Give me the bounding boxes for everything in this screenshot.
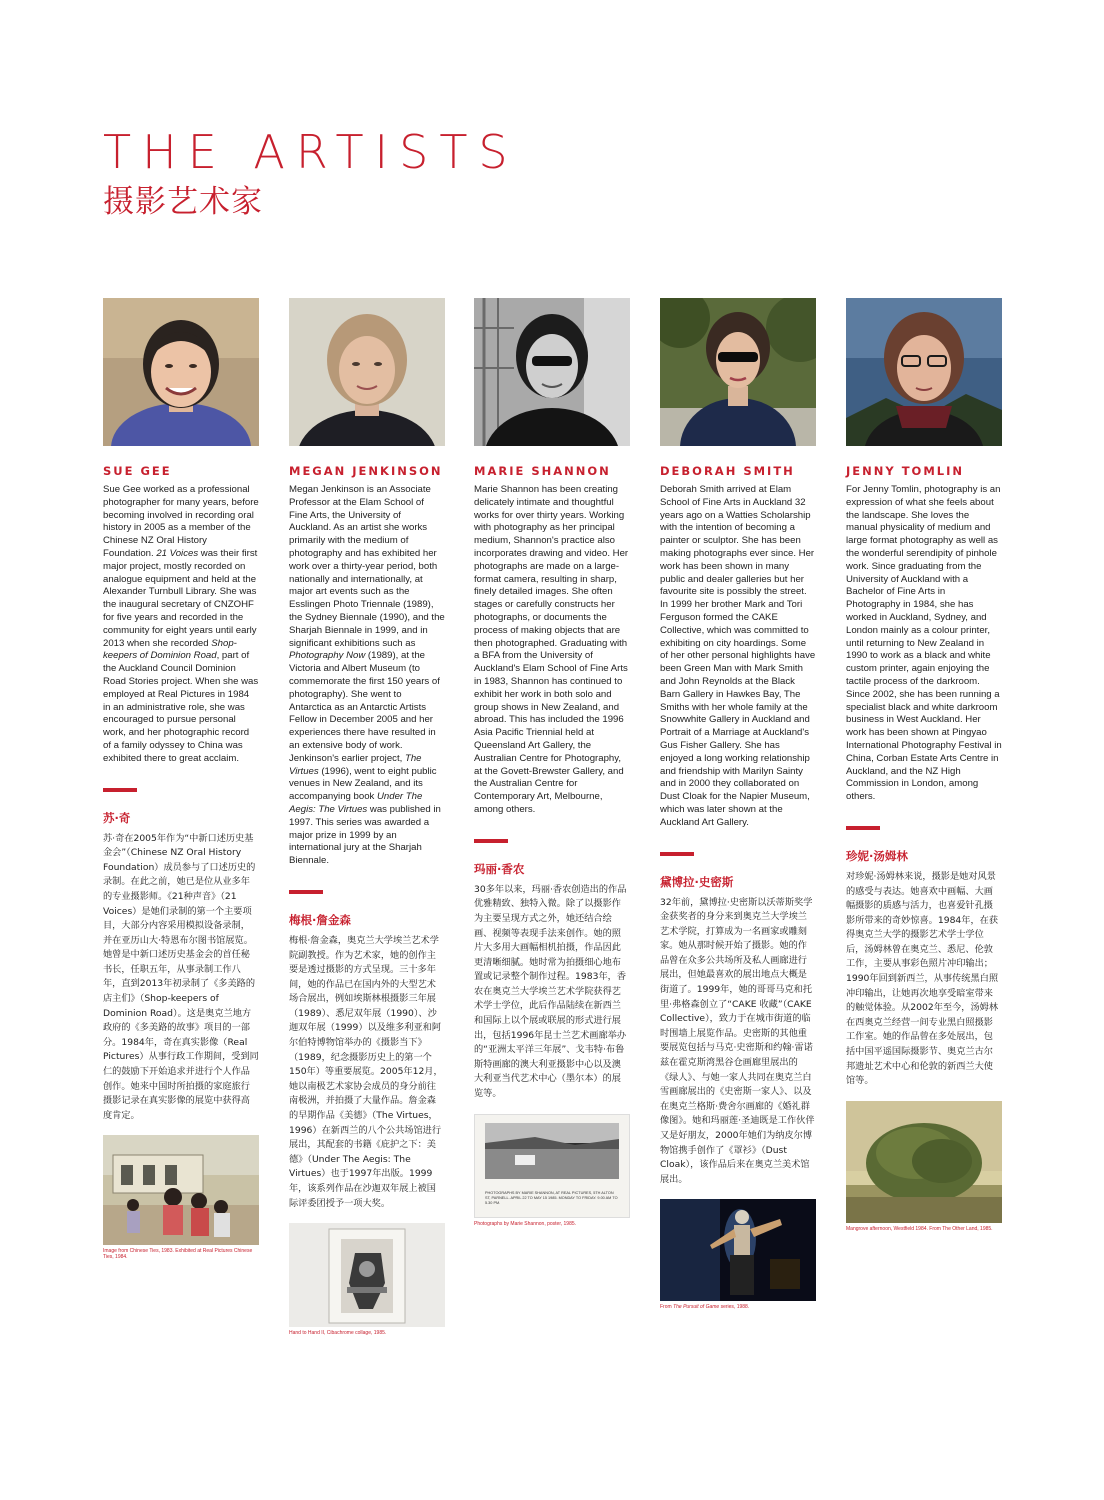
artwork-image: [660, 1199, 816, 1301]
artist-column-jenny-tomlin: [846, 298, 1002, 1232]
portrait-photo: [103, 298, 259, 446]
artist-column-deborah-smith: [660, 298, 816, 1310]
artwork-image: [289, 1223, 445, 1327]
artist-column-megan-jenkinson: [289, 298, 445, 1336]
artist-bio: Sue Gee worked as a professional photographer for many years, before becoming involved in recording oral history in 2005 as a member of the Chinese NZ Oral History Foundation. 21 Voices was their first major project, mostly recorded on analogue equipment and held at the Alexander Turnbull Library. She was the inaugural secretary of CNZOHF for five years and recorded in the community for eight years until early 2013 when she recorded Shop-keepers of Dominion Road, part of the Auckland Council Dominion Road Stories project. When she was employed at Real Pictures in 1984 in an administrative role, she was encouraged to pursue personal work, and her photographic record of a family odyssey to China was exhibited there to great acclaim.: [103, 484, 259, 764]
red-divider: [289, 890, 323, 894]
portrait-photo: [660, 298, 816, 446]
artist-bio-chinese: 苏·奇在2005年作为“中新口述历史基金会”（Chinese NZ Oral History Foundation）成员参与了口述历史的录制。在此之前，她已是位从业多年的专业摄影师。《21种声音》（21 Voices）是她们录制的第一个主要项目，大部分内容采用模拟设备录制，并在亚历山大·特恩布尔图书馆展览。她曾是中新口述历史基金会的首任秘书长，任职五年，从事录制工作八年，直到2013年初录制了《多美路的店主们》（Shop-keepers of Dominion Road）。这是奥克兰地方政府的《多美路的故事》项目的一部分。1984年，奇在真实影像（Real Pictures）从事行政工作期间，受到同仁的鼓励下开始追求并进行个人作品创作。她来中国时所拍摄的家庭旅行摄影记录在真实影像的展览中获得高度肯定。: [103, 832, 259, 1121]
artist-name: DEBORAH SMITH: [660, 464, 795, 478]
artist-name-chinese: 珍妮·汤姆林: [846, 848, 908, 863]
portrait-photo: [474, 298, 630, 446]
artwork-image: [103, 1135, 259, 1245]
artwork-caption: Mangrove afternoon, Westfield 1984. From The Other Land, 1985.: [846, 1225, 993, 1232]
artist-name: SUE GEE: [103, 464, 172, 478]
artist-column-marie-shannon: [474, 298, 630, 1227]
artist-name-chinese: 黛博拉·史密斯: [660, 874, 734, 889]
artist-bio-chinese: 梅根·詹金森，奥克兰大学埃兰艺术学院副教授。作为艺术家，她的创作主要是透过摄影的方式呈现。三十多年间，她的作品已在国内外的大型艺术场合展出，例如埃斯林根摄影三年展（1989）、悉尼双年展（1990）、沙迦双年展（1999）以及维多利亚和阿尔伯特博物馆举办的《摄影当下》（1989，纪念摄影历史上的第一个150年）等重要展览。2005年12月，她以南极艺术家协会成员的身分前往南极洲，并拍摄了大量作品。詹金森的早期作品《美德》（The Virtues，1996）在新西兰的八个公共场馆进行展出，其配套的书籍《庇护之下：美德》（Under The Aegis: The Virtues）也于1997年出版。1999年，该系列作品在沙迦双年展上被国际评委团授予一项大奖。: [289, 934, 443, 1209]
red-divider: [660, 852, 694, 856]
artwork-caption: From The Pursuit of Game series, 1988.: [660, 1304, 750, 1311]
red-divider: [103, 788, 137, 792]
artist-bio: Megan Jenkinson is an Associate Professor at the Elam School of Fine Arts, the University of Auckland. As an artist she works primarily with the medium of photography and has exhibited her work over a thirty-year period, both nationally and internationally, at major art events such as the Esslingen Photo Triennale (1989), the Sydney Biennale (1990), and the Sharjah Biennale in 1999, and in significant exhibitions such as Photography Now (1989), at the Victoria and Albert Museum (to commemorate the first 150 years of photography). She went to Antarctica as an Antarctic Artists Fellow in December 2005 and her experiences there have resulted in an extensive body of work. Jenkinson's earlier project, The Virtues (1996), went to eight public venues in New Zealand, and its accompanying book Under The Aegis: The Virtues was published in 1997. This series was awarded a major prize in 1999 by an international jury at the Sharjah Biennale.: [289, 484, 445, 867]
artist-name: MEGAN JENKINSON: [289, 464, 443, 478]
artist-bio: Marie Shannon has been creating delicately intimate and thoughtful works for over thirty years. Working with photography as her principal medium, Shannon's practice also incorporates drawing and video. Her photographs are made on a large-format camera, resulting in sharp, finely detailed images. She often stages or carefully constructs her photographs, or documents the process of making objects that are then photographed. Graduating with a BFA from the University of Auckland's Elam School of Fine Arts in 1983, Shannon has continued to exhibit her work in both solo and group shows in New Zealand, and abroad. This has included the 1996 Asia Pacific Triennial held at Queensland Art Gallery, the Australian Centre for Photography, at the Govett-Brewster Gallery, and the Australian Centre for Contemporary Art, Melbourne, among others.: [474, 484, 629, 815]
artist-bio-chinese: 30多年以来，玛丽·香农创造出的作品优雅精致、独特入微。除了以摄影作为主要呈现方式之外，她还结合绘画、视频等表现手法来创作。她的照片大多用大画幅相机拍摄，作品因此更清晰细腻。她时常为拍摄细心地布置或记录整个制作过程。1983年，香农在奥克兰大学埃兰艺术学院获得艺术学士学位，此后作品陆续在新西兰和国际上以个展或联展的形式进行展出，包括1996年昆士兰艺术画廊举办的“亚洲太平洋三年展”、戈韦特·布鲁斯特画廊的澳大利亚摄影中心以及澳大利亚当代艺术中心（墨尔本）的展览等。: [474, 883, 627, 1100]
artist-name-chinese: 苏·奇: [103, 810, 131, 825]
artist-bio-chinese: 对珍妮·汤姆林来说，摄影是她对风景的感受与表达。她喜欢中画幅、大画幅摄影的质感与活力，也喜爱针孔摄影所带来的奇妙惊喜。1984年，在获得奥克兰大学的摄影艺术学士学位后，汤姆林曾在奥克兰、悉尼、伦敦工作，主要从事彩色照片冲印输出；1990年回到新西兰，从事传统黑白照冲印输出，让她再次地享受暗室带来的触觉体验。从2002年至今，汤姆林在西奥克兰经营一间专业黑白照摄影工作室。她的作品曾在多处展出，包括中国平遥国际摄影节、奥克兰古尔邦遗址艺术中心和伦敦的新西兰大使馆等。: [846, 870, 999, 1087]
artwork-image: [846, 1101, 1002, 1223]
artist-name: MARIE SHANNON: [474, 464, 611, 478]
red-divider: [474, 839, 508, 843]
page-subtitle: 摄影艺术家: [103, 184, 263, 220]
artist-bio: Deborah Smith arrived at Elam School of Fine Arts in Auckland 32 years ago on a Watties Scholarship with the intention of becoming a painter or sculptor. She has been making photographs ever since. Her work has been shown in many public and dealer galleries but her favourite site is possibly the street. In 1999 her brother Mark and Tori Ferguson formed the CAKE Collective, which was committed to exhibiting on city hoardings. Some of her other personal highlights have been Green Man with Mark Smith and John Reynolds at the Black Barn Gallery in Hawkes Bay, The Smiths with her whole family at the Snowwhite Gallery in Auckland and Portrait of a Marriage at Auckland's Gus Fisher Gallery. She has enjoyed a long working relationship and friendship with Marilyn Sainty and in 2000 they collaborated on Dust Cloak for the Napier Museum, which was later shown at the Auckland Art Gallery.: [660, 484, 816, 828]
artist-column-sue-gee: [103, 298, 259, 1260]
page-title: THE ARTISTS: [103, 125, 519, 179]
artist-name-chinese: 梅根·詹金森: [289, 912, 351, 927]
artwork-caption: Image from Chinese Ties, 1983. Exhibited at Real Pictures Chinese Ties, 1984.: [103, 1248, 253, 1261]
artwork-image: [474, 1114, 630, 1218]
artist-name-chinese: 玛丽·香农: [474, 861, 525, 876]
portrait-photo: [846, 298, 1002, 446]
portrait-photo: [289, 298, 445, 446]
artist-bio: For Jenny Tomlin, photography is an expression of what she feels about the landscape. She loves the manual physicality of medium and large format photography as well as the wonderful serendipity of pinhole work. Since graduating from the University of Auckland with a Bachelor of Fine Arts in Photography in 1984, she has worked in Auckland, Sydney, and London mainly as a colour printer, until returning to New Zealand in 1990 to work as a black and white custom printer, again enjoying the tactile process of the darkroom. Since 2002, she has been running a specialist black and white darkroom business in West Auckland. Her work has been shown at Pingyao International Photography Festival in China, Corban Estate Arts Centre in Auckland, and the NZ High Commission in London, among others.: [846, 484, 1002, 803]
artwork-caption: Hand to Hand II, Cibachrome collage, 1985.: [289, 1330, 387, 1337]
artist-name: JENNY TOMLIN: [846, 464, 965, 478]
artwork-caption: Photographs by Marie Shannon, poster, 1985.: [474, 1220, 577, 1227]
poster-text: PHOTOGRAPHS BY MARIE SHANNON, AT REAL PICTURES, 5TH ALTON ST, PARNELL. APRIL 22 TO MAY 15 1985. MONDAY TO FRIDAY. 9.00 AM TO 5.30 PM.: [485, 1190, 618, 1205]
artist-bio-chinese: 32年前，黛博拉·史密斯以沃蒂斯奖学金获奖者的身分来到奥克兰大学埃兰艺术学院，打算成为一名画家或雕刻家。她从那时候开始了摄影。她的作品曾在众多公共场所及私人画廊进行展出，但她最喜欢的展出地点大概是街道了。1999年，她的哥哥马克和托里·弗格森创立了“CAKE 收藏”（CAKE Collective），致力于在城市街道的临时围墙上展览作品。史密斯的其他重要展览包括与马克·史密斯和约翰·雷诺兹在霍克斯湾黑谷仓画廊里展出的《绿人》、与她一家人共同在奥克兰白雪画廊展出的《史密斯一家人》、以及在奥克兰格斯·费舍尔画廊的《婚礼群像图》。她和玛丽莲·圣迪既是工作伙伴又是好朋友，2000年她们为纳皮尔博物馆携手创作了《罩衫》（Dust Cloak），该作品后来在奥克兰美术馆展出。: [660, 896, 815, 1185]
red-divider: [846, 826, 880, 830]
